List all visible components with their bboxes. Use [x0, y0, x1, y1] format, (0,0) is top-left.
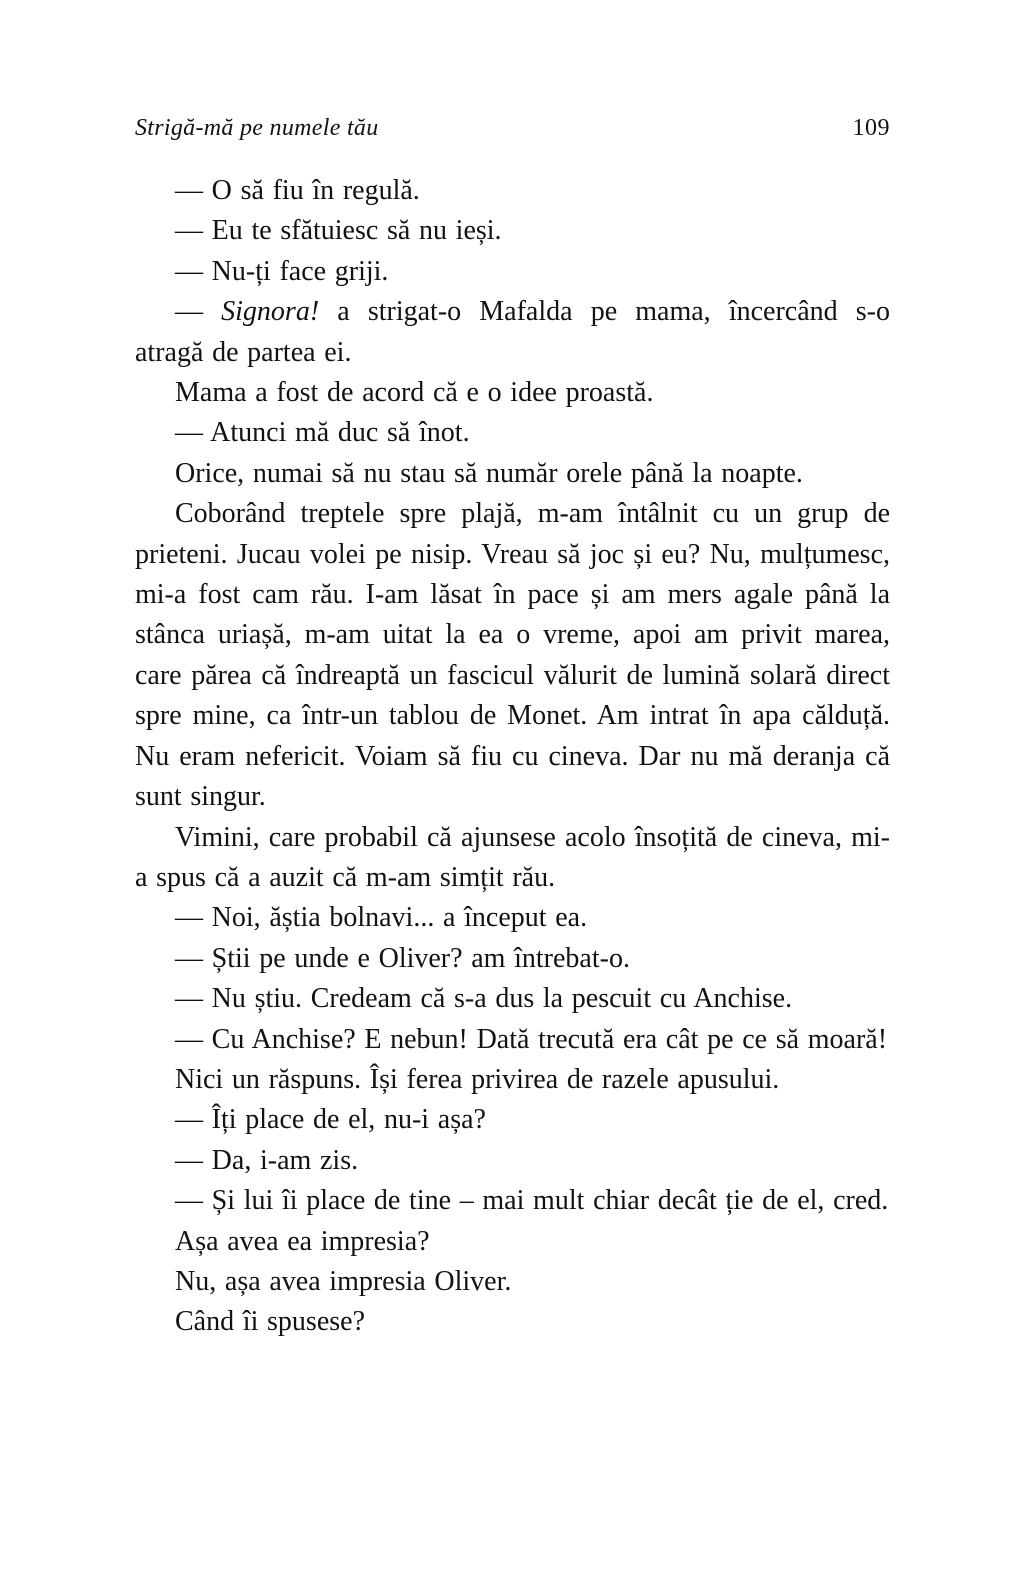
text-run: Nu, așa avea impresia Oliver.: [175, 1265, 512, 1297]
italic-text-run: Signora!: [221, 296, 320, 328]
paragraph: [135, 1141, 890, 1181]
paragraph: [135, 454, 890, 494]
text-run: Vimini, care probabil că ajunsese acolo însoțită de cineva, mi-a spus că a auzit că m-am simțit rău.: [135, 821, 890, 893]
text-run: Mama a fost de acord că e o idee proastă.: [175, 377, 654, 409]
text-run: — Nu știu. Credeam că s-a dus la pescuit cu Anchise.: [175, 983, 793, 1015]
text-run: a strigat-o Mafalda pe mama, încercând s-o atragă de partea ei.: [135, 296, 890, 368]
text-run: — Știi pe unde e Oliver? am întrebat-o.: [175, 942, 630, 974]
text-run: — Atunci mă duc să înot.: [175, 417, 470, 449]
paragraph: [135, 1060, 890, 1100]
paragraph: [135, 1222, 890, 1262]
paragraph: [135, 171, 890, 211]
text-run: — Nu-ți face griji.: [175, 255, 389, 287]
text-run: — Cu Anchise? E nebun! Dată trecută era cât pe ce să moară!: [175, 1023, 888, 1055]
paragraph: [135, 818, 890, 899]
paragraph: [135, 898, 890, 938]
paragraph: [135, 211, 890, 251]
text-run: Așa avea ea impresia?: [175, 1225, 430, 1257]
text-run: —: [175, 296, 222, 328]
text-run: Coborând treptele spre plajă, m-am întâlnit cu un grup de prieteni. Jucau volei pe nisip. Vreau să joc și eu? Nu, mulțumesc, mi-a fost cam rău. I-am lăsat în pace și am mers agale până la stânca uriașă, m-am uitat la ea o vreme, apoi am privit marea, care părea că îndreaptă un fascicul vălurit de lumină solară direct spre mine, ca într-un tablou de Monet. Am intrat în apa călduță. Nu eram nefericit. Voiam să fiu cu cineva. Dar nu mă deranja că sunt singur.: [135, 498, 890, 813]
paragraph: [135, 1100, 890, 1140]
text-run: — Da, i-am zis.: [175, 1144, 359, 1176]
paragraph: [135, 1302, 890, 1342]
paragraph: [135, 1020, 890, 1060]
text-run: Orice, numai să nu stau să număr orele până la noapte.: [175, 457, 803, 489]
paragraph: [135, 494, 890, 817]
paragraph: [135, 1181, 890, 1221]
paragraph: [135, 252, 890, 292]
running-title: Strigă-mă pe numele tău: [135, 115, 379, 141]
paragraph: [135, 1262, 890, 1302]
text-run: — Eu te sfătuiesc să nu ieși.: [175, 215, 502, 247]
text-run: Nici un răspuns. Își ferea privirea de razele apusului.: [175, 1063, 780, 1095]
paragraph: [135, 413, 890, 453]
text-run: Când îi spusese?: [175, 1306, 365, 1338]
text-run: — Îți place de el, nu-i așa?: [175, 1104, 486, 1136]
text-run: — O să fiu în regulă.: [175, 175, 420, 206]
paragraph: [135, 373, 890, 413]
text-run: — Noi, ăștia bolnavi... a început ea.: [175, 902, 588, 934]
paragraph: [135, 292, 890, 373]
text-block: [135, 171, 890, 1343]
page-number: 109: [852, 115, 890, 141]
paragraph: [135, 939, 890, 979]
text-run: — Și lui îi place de tine – mai mult chiar decât ție de el, cred.: [175, 1185, 889, 1217]
paragraph: [135, 979, 890, 1019]
running-header: [135, 114, 890, 142]
